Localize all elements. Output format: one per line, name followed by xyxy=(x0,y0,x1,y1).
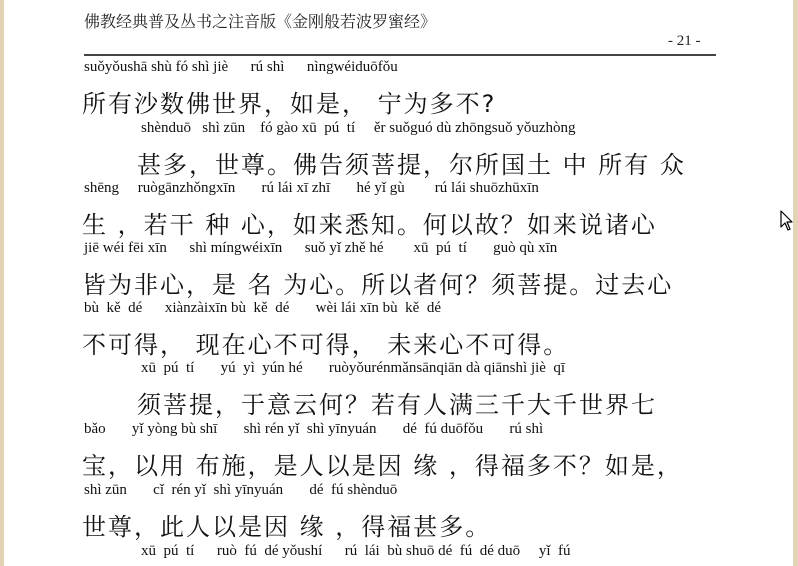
hanzi-line-2: 甚多，世尊。佛告须菩提，尔所国土 中 所有 众 xyxy=(137,151,686,179)
pinyin-line-7: bǎo yǐ yòng bù shī shì rén yǐ shì yīnyuán dé fú duōfǒu rú shì xyxy=(84,421,544,437)
page-number: - 21 - xyxy=(668,33,701,49)
pinyin-line-6: xū pú tí yú yì yún hé ruòyǒurénmǎnsānqiān dà qiānshì jiè qī xyxy=(141,360,566,376)
pinyin-line-1: suǒyǒushā shù fó shì jiè rú shì nìngwéiduōfǒu xyxy=(84,59,398,75)
hanzi-line-3: 生 ，若干 种 心，如来悉知。何以故？如来说诸心 xyxy=(82,211,657,239)
hanzi-line-6: 须菩提，于意云何？若有人满三千大千世界七 xyxy=(137,391,657,419)
hanzi-line-7: 宝，以用 布施，是人以是因 缘 ，得福多不？如是， xyxy=(82,452,683,480)
pinyin-line-8: shì zūn cǐ rén yǐ shì yīnyuán dé fú shènduō xyxy=(84,482,398,498)
hanzi-line-5: 不可得， 现在心不可得， 未来心不可得。 xyxy=(82,331,570,359)
pinyin-line-3: shēng ruògānzhǒngxīn rú lái xī zhī hé yǐ gù rú lái shuōzhūxīn xyxy=(84,180,539,196)
hanzi-line-1: 所有沙数佛世界，如是， 宁为多不? xyxy=(82,90,497,118)
arrow-pointer-icon xyxy=(780,210,794,232)
running-header-title: 佛教经典普及丛书之注音版《金刚般若波罗蜜经》 xyxy=(84,12,437,31)
pinyin-line-5: bù kě dé xiànzàixīn bù kě dé wèi lái xīn bù kě dé xyxy=(84,300,441,316)
document-page xyxy=(4,0,793,566)
pinyin-line-2: shènduō shì zūn fó gào xū pú tí ěr suǒguó dù zhōngsuǒ yǒuzhòng xyxy=(141,120,576,136)
hanzi-line-4: 皆为非心，是 名 为心。所以者何？须菩提。过去心 xyxy=(82,271,674,299)
header-divider xyxy=(84,54,716,56)
hanzi-line-8: 世尊，此人以是因 缘 ，得福甚多。 xyxy=(82,513,492,541)
pinyin-line-9: xū pú tí ruò fú dé yǒushí rú lái bù shuō dé fú dé duō yǐ fú xyxy=(141,543,571,559)
pinyin-line-4: jiē wéi fēi xīn shì míngwéixīn suǒ yǐ zhě hé xū pú tí guò qù xīn xyxy=(84,240,558,256)
